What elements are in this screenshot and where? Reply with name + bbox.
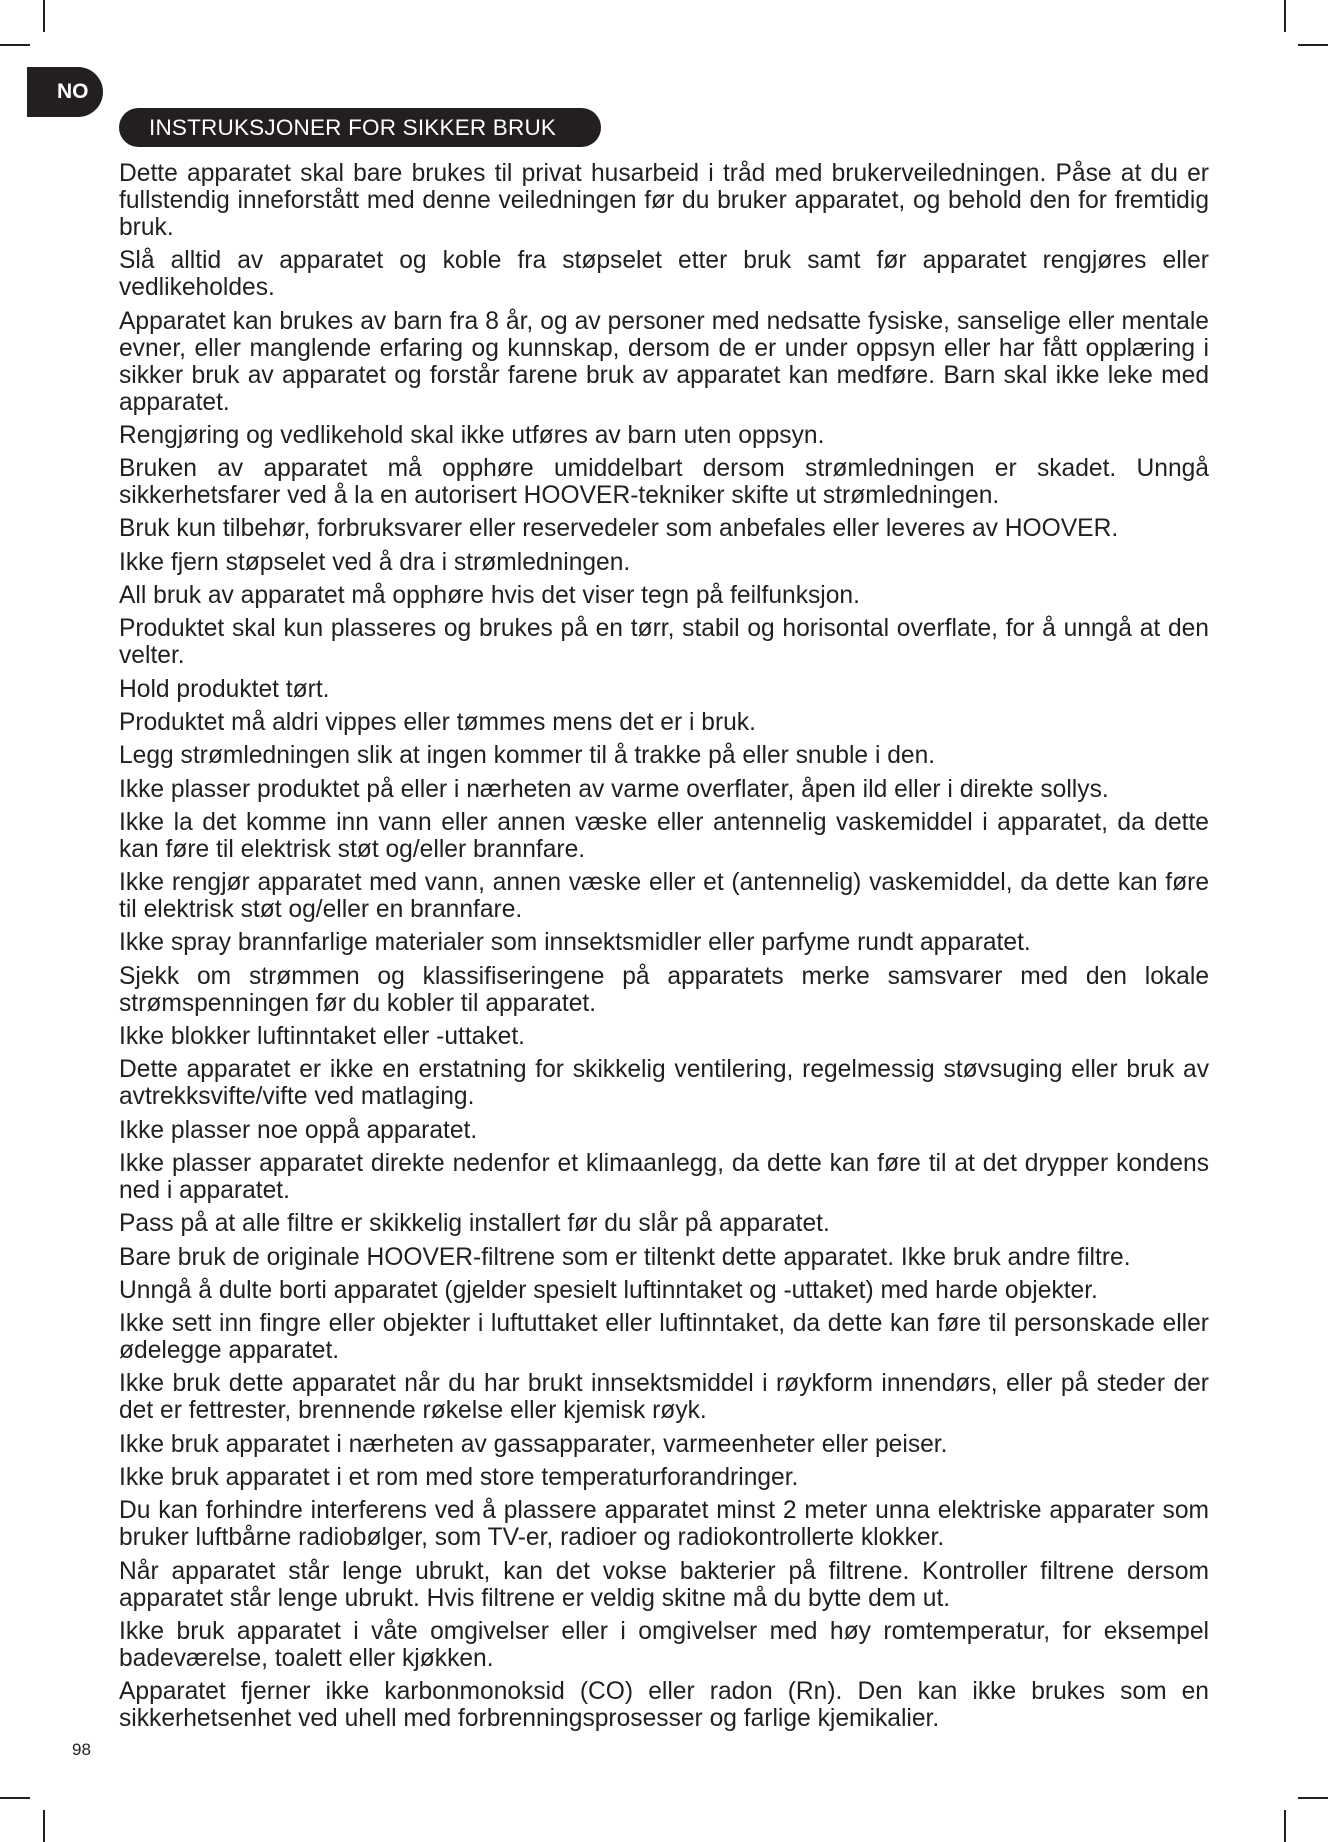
paragraph: Sjekk om strømmen og klassifiseringene på apparatets merke samsvarer med den lokale strømspenningen før du kobler til apparatet.	[119, 962, 1209, 1017]
crop-mark-bottom-left-vertical	[43, 1810, 45, 1842]
paragraph: Ikke fjern støpselet ved å dra i strømledningen.	[119, 548, 631, 576]
paragraph: Ikke bruk apparatet i våte omgivelser eller i omgivelser med høy romtemperatur, for eksempel badeværelse, toalett eller kjøkken.	[119, 1617, 1209, 1672]
paragraph: Apparatet kan brukes av barn fra 8 år, og av personer med nedsatte fysiske, sanselige eller mentale evner, eller manglende erfaring og kunnskap, dersom de er under oppsyn eller har fått opplæring i sikker bruk av apparatet og forstår farene bruk av apparatet kan medføre. Barn skal ikke leke med apparatet.	[119, 307, 1209, 416]
paragraph: Ikke spray brannfarlige materialer som innsektsmidler eller parfyme rundt apparatet.	[119, 929, 1031, 957]
crop-mark-top-left-vertical	[43, 0, 45, 32]
paragraph: Ikke sett inn fingre eller objekter i luftuttaket eller luftinntaket, da dette kan føre til personskade eller ødelegge apparatet.	[119, 1310, 1209, 1365]
paragraph: Ikke rengjør apparatet med vann, annen væske eller et (antennelig) vaskemiddel, da dette kan føre til elektrisk støt og/eller en brannfare.	[119, 869, 1209, 924]
paragraph: Legg strømledningen slik at ingen kommer til å trakke på eller snuble i den.	[119, 742, 936, 770]
paragraph: Ikke bruk apparatet i nærheten av gassapparater, varmeenheter eller peiser.	[119, 1430, 948, 1458]
crop-mark-bottom-left-horizontal	[0, 1797, 30, 1799]
crop-mark-top-right-horizontal	[1298, 44, 1328, 46]
crop-mark-bottom-right-horizontal	[1298, 1797, 1328, 1799]
paragraph: Ikke blokker luftinntaket eller -uttaket.	[119, 1023, 525, 1051]
paragraph: Unngå å dulte borti apparatet (gjelder spesielt luftinntaket og -uttaket) med harde objekter.	[119, 1276, 1098, 1304]
paragraph: Ikke la det komme inn vann eller annen væske eller antennelig vaskemiddel i apparatet, da dette kan føre til elektrisk støt og/eller brannfare.	[119, 808, 1209, 863]
paragraph: Rengjøring og vedlikehold skal ikke utføres av barn uten oppsyn.	[119, 421, 825, 449]
page-number: 98	[72, 1740, 91, 1759]
paragraph: Produktet skal kun plasseres og brukes på en tørr, stabil og horisontal overflate, for å unngå at den velter.	[119, 615, 1209, 670]
section-title: INSTRUKSJONER FOR SIKKER BRUK	[119, 108, 601, 147]
paragraph: All bruk av apparatet må opphøre hvis det viser tegn på feilfunksjon.	[119, 582, 860, 610]
paragraph: Dette apparatet er ikke en erstatning for skikkelig ventilering, regelmessig støvsuging eller bruk av avtrekksvifte/vifte ved matlaging.	[119, 1056, 1209, 1111]
paragraph: Ikke bruk dette apparatet når du har brukt innsektsmiddel i røykform innendørs, eller på steder der det er fettrester, brennende røkelse eller kjemisk røyk.	[119, 1370, 1209, 1425]
paragraph: Hold produktet tørt.	[119, 675, 330, 703]
language-tab: NO	[27, 67, 103, 117]
paragraph: Ikke plasser apparatet direkte nedenfor et klimaanlegg, da dette kan føre til at det drypper kondens ned i apparatet.	[119, 1149, 1209, 1204]
paragraph: Pass på at alle filtre er skikkelig installert før du slår på apparatet.	[119, 1210, 830, 1238]
paragraph: Ikke bruk apparatet i et rom med store temperaturforandringer.	[119, 1464, 799, 1492]
paragraph: Dette apparatet skal bare brukes til privat husarbeid i tråd med brukerveiledningen. Påse at du er fullstendig inneforstått med denne veiledningen før du bruker apparatet, og behold den for fremtidig bruk.	[119, 160, 1209, 241]
safety-instructions-body	[119, 160, 1209, 1739]
paragraph: Du kan forhindre interferens ved å plassere apparatet minst 2 meter unna elektriske apparater som bruker luftbårne radiobølger, som TV-er, radioer og radiokontrollerte klokker.	[119, 1497, 1209, 1552]
paragraph: Slå alltid av apparatet og koble fra støpselet etter bruk samt før apparatet rengjøres eller vedlikeholdes.	[119, 247, 1209, 302]
crop-mark-bottom-right-vertical	[1284, 1810, 1286, 1842]
paragraph: Ikke plasser produktet på eller i nærheten av varme overflater, åpen ild eller i direkte sollys.	[119, 775, 1109, 803]
paragraph: Apparatet fjerner ikke karbonmonoksid (CO) eller radon (Rn). Den kan ikke brukes som en sikkerhetsenhet ved uhell med forbrenningsprosesser og farlige kjemikalier.	[119, 1678, 1209, 1733]
crop-mark-top-right-vertical	[1284, 0, 1286, 32]
paragraph: Bruken av apparatet må opphøre umiddelbart dersom strømledningen er skadet. Unngå sikkerhetsfarer ved å la en autorisert HOOVER-tekniker skifte ut strømledningen.	[119, 455, 1209, 510]
paragraph: Bruk kun tilbehør, forbruksvarer eller reservedeler som anbefales eller leveres av HOOVER.	[119, 515, 1119, 543]
paragraph: Bare bruk de originale HOOVER-filtrene som er tiltenkt dette apparatet. Ikke bruk andre filtre.	[119, 1243, 1131, 1271]
paragraph: Ikke plasser noe oppå apparatet.	[119, 1116, 478, 1144]
crop-mark-top-left-horizontal	[0, 44, 30, 46]
paragraph: Når apparatet står lenge ubrukt, kan det vokse bakterier på filtrene. Kontroller filtrene dersom apparatet står lenge ubrukt. Hvis filtrene er veldig skitne må du bytte dem ut.	[119, 1557, 1209, 1612]
paragraph: Produktet må aldri vippes eller tømmes mens det er i bruk.	[119, 708, 756, 736]
